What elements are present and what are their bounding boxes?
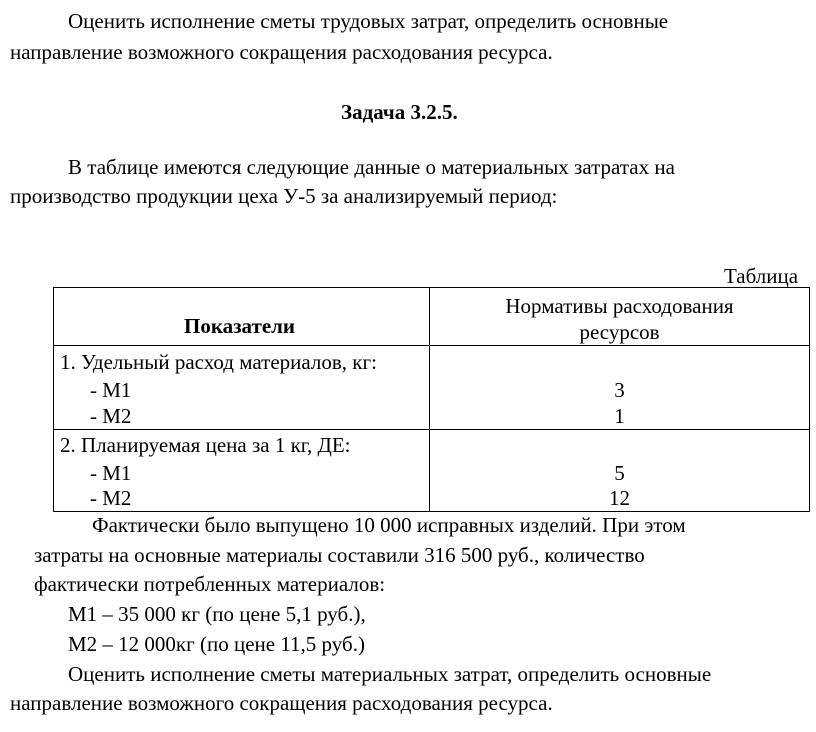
table-row-label: - М1 (90, 461, 132, 485)
task-line-2: производство продукции цеха У-5 за анализируемый период: (10, 184, 558, 208)
table-row-value: 12 (609, 486, 630, 510)
facts-line-3: фактически потребленных материалов: (34, 572, 386, 596)
table-row-value: 1 (614, 404, 625, 428)
table-header-divider (54, 345, 809, 346)
data-table (53, 287, 810, 512)
conclusion-line-2: направление возможного сокращения расходования ресурса. (10, 691, 553, 715)
table-group-divider (54, 429, 809, 430)
table-row-label: - М1 (90, 378, 132, 402)
table-header-norms-line-1: Нормативы расходования (505, 294, 734, 318)
table-group-title: 2. Планируемая цена за 1 кг, ДЕ: (60, 433, 351, 457)
table-row-label: - М2 (90, 404, 132, 428)
task-title: Задача 3.2.5. (341, 100, 458, 124)
task-line-1: В таблице имеются следующие данные о материальных затратах на (68, 155, 675, 179)
facts-m2: М2 – 12 000кг (по цене 11,5 руб.) (68, 632, 365, 656)
table-row-value: 5 (614, 461, 625, 485)
table-row-label: - М2 (90, 486, 132, 510)
table-group-title: 1. Удельный расход материалов, кг: (60, 350, 377, 374)
facts-line-2: затраты на основные материалы составили 316 500 руб., количество (34, 543, 645, 567)
table-header-indicators: Показатели (184, 314, 296, 338)
intro-line-1: Оценить исполнение сметы трудовых затрат, определить основные (68, 9, 669, 33)
table-row-value: 3 (614, 378, 625, 402)
facts-line-1: Фактически было выпущено 10 000 исправных изделий. При этом (92, 513, 686, 537)
conclusion-line-1: Оценить исполнение сметы материальных затрат, определить основные (68, 662, 712, 686)
table-header-norms-line-2: ресурсов (579, 320, 660, 344)
table-caption: Таблица (724, 264, 799, 288)
intro-line-2: направление возможного сокращения расходования ресурса. (10, 40, 553, 64)
facts-m1: М1 – 35 000 кг (по цене 5,1 руб.), (68, 602, 366, 626)
